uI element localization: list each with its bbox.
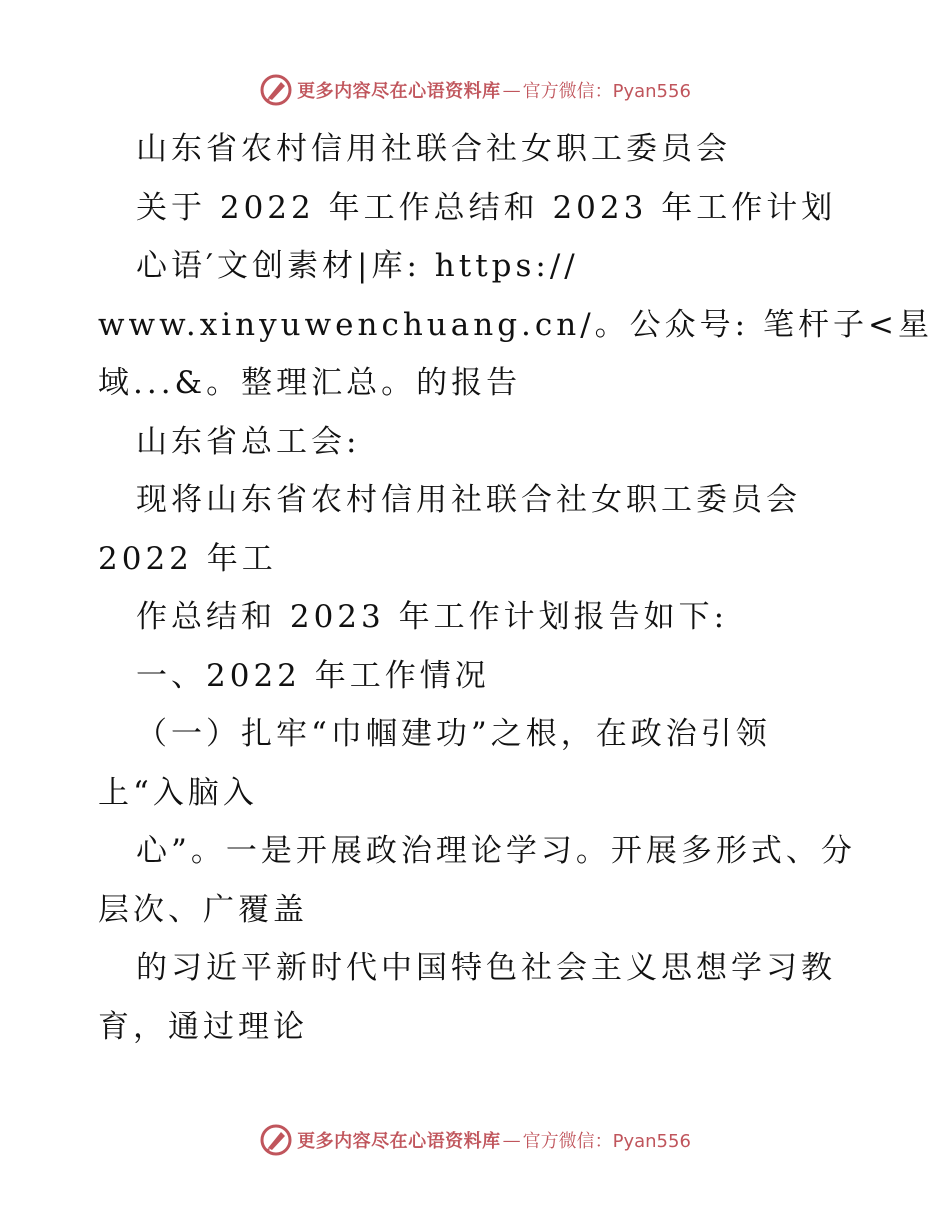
text-line: 作总结和 2023 年工作计划报告如下: (136, 599, 729, 635)
watermark-separator: — (502, 1129, 521, 1151)
text-line: 一、2022 年工作情况 (136, 657, 490, 694)
watermark-banner-bottom (0, 1122, 950, 1158)
text-line: （一）扎牢“巾帼建功”之根，在政治引领 (136, 716, 771, 752)
watermark-account: 官方微信：Pyan556 (522, 1131, 691, 1152)
pen-seal-icon (259, 1123, 293, 1157)
watermark-text: 更多内容尽在心语资料库 (297, 1131, 501, 1152)
watermark-text: 更多内容尽在心语资料库 (297, 81, 501, 102)
text-line: 心”。一是开展政治理论学习。开展多形式、分 (136, 833, 856, 869)
text-line: 育，通过理论 (98, 1008, 308, 1045)
watermark-account: 官方微信：Pyan556 (522, 81, 691, 102)
watermark-separator: — (502, 79, 521, 101)
text-line: 山东省总工会: (136, 423, 361, 460)
text-line: 上“入脑入 (98, 774, 258, 811)
watermark-banner-top (0, 72, 950, 108)
pen-seal-icon (259, 73, 293, 107)
text-line: 关于 2022 年工作总结和 2023 年工作计划 (136, 189, 837, 226)
text-line: 层次、广覆盖 (98, 891, 308, 928)
text-line: 域...&。整理汇总。的报告 (98, 365, 522, 401)
text-line: 2022 年工 (98, 540, 277, 577)
text-line: 心语′文创素材|库: https:// (136, 248, 579, 284)
text-line: 山东省农村信用社联合社女职工委员会 (136, 131, 731, 167)
text-line: 的习近平新时代中国特色社会主义思想学习教 (136, 950, 836, 986)
document-body (98, 120, 933, 1056)
text-line: www.xinyuwenchuang.cn/。公众号: 笔杆子<星 (98, 306, 933, 343)
text-line: 现将山东省农村信用社联合社女职工委员会 (136, 482, 801, 518)
